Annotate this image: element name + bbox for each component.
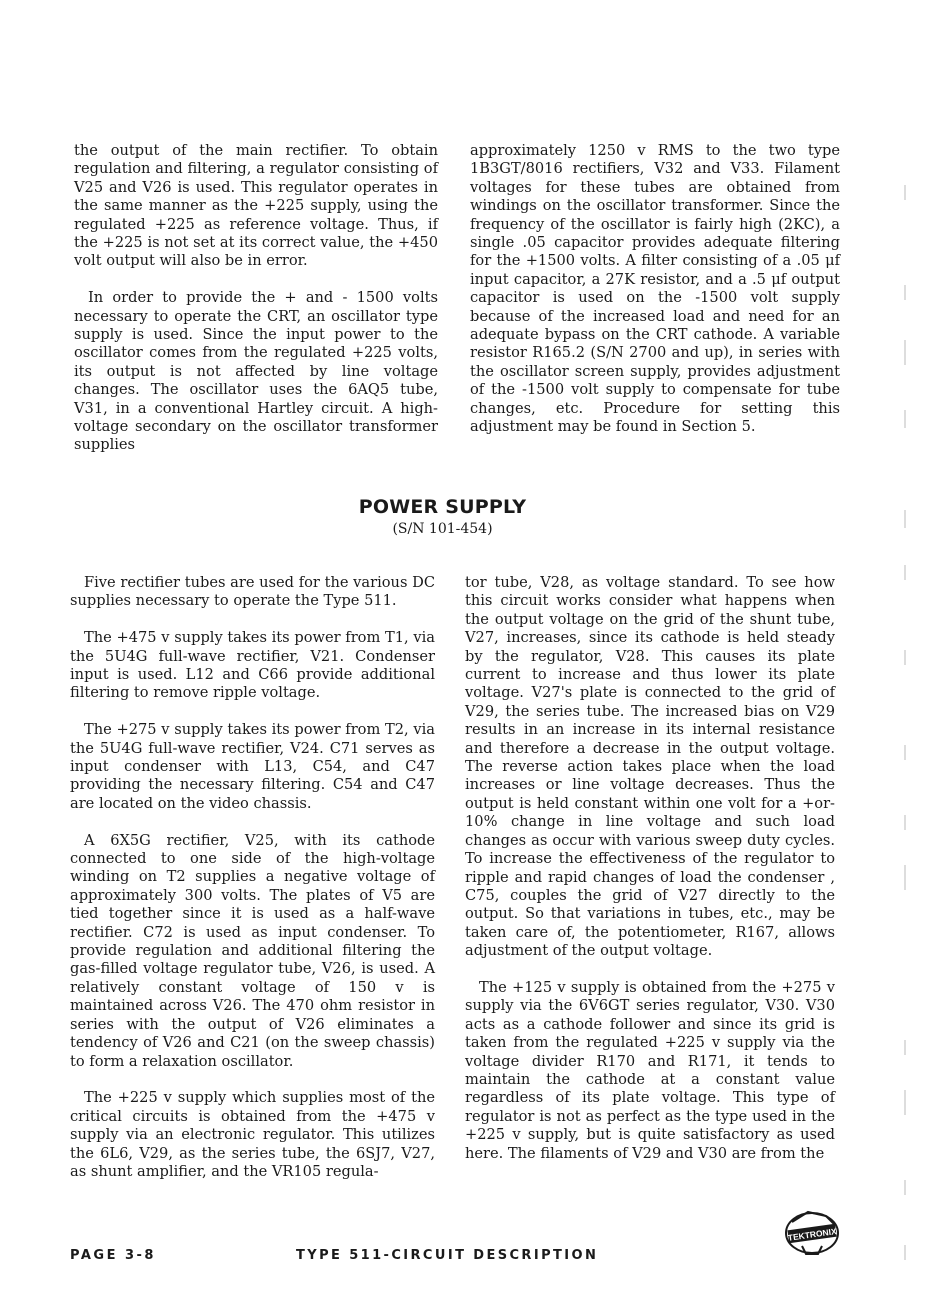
paragraph-oscillator-rectifiers: approximately 1250 v RMS to the two type 1B3GT/8016 rectifiers, V32 and V33. Filament voltages for these tubes are obtained from windings on the oscillator transformer. Since the frequency of the oscillator is fairly high (2KC), a single .05 capacitor provides adequate filtering for the +1500 volts. A filter consisting of a .05 μf input capacitor, a 27K resistor, and a .5 μf output capacitor is used on the -1500 volt supply because of the increased load and need for an adequate bypass on the CRT cathode. A variable resistor R165.2 (S/N 2700 and up), in series with the oscillator screen supply, provides adjustment of the -1500 volt supply to compensate for tube changes, etc. Procedure for setting this adjustment may be found in Section 5. <box>470 142 840 436</box>
bottom-right-column <box>465 574 835 1163</box>
paragraph-rectifier-tubes: Five rectifier tubes are used for the various DC supplies necessary to operate the Type 511. <box>70 574 435 610</box>
paragraph-225-supply: The +225 v supply which supplies most of the critical circuits is obtained from the +475 v supply via an electronic regulator. This utilizes the 6L6, V29, as the series tube, the 6SJ7, V27, as shunt amplifier, and the VR105 regula- <box>70 1089 435 1180</box>
running-title: TYPE 511-CIRCUIT DESCRIPTION <box>296 1248 599 1263</box>
paragraph-main-rectifier-continued: the output of the main rectifier. To obtain regulation and filtering, a regulator consisting of V25 and V26 is used. This regulator operates in the same manner as the +225 supply, using the regulated +225 as reference voltage. Thus, if the +225 is not set at its correct value, the +450 volt output will also be in error. <box>74 142 438 270</box>
svg-text:TEKTRONIX: TEKTRONIX <box>787 1226 838 1243</box>
paragraph-125-supply: The +125 v supply is obtained from the +275 v supply via the 6V6GT series regulator, V30. V30 acts as a cathode follower and since its grid is taken from the regulated +225 v supply via the voltage divider R170 and R171, it tends to maintain the cathode at a constant value regardless of its plate voltage. This type of regulator is not as perfect as the type used in the +225 v supply, but is quite satisfactory as used here. The filaments of V29 and V30 are from the <box>465 978 835 1162</box>
paragraph-regulator-operation: tor tube, V28, as voltage standard. To see how this circuit works consider what happens when the output voltage on the grid of the shunt tube, V27, increases, since its cathode is held steady by the regulator, V28. This causes its plate current to increase and thus lower its plate voltage. V27's plate is connected to the grid of V29, the series tube. The increased bias on V29 results in an increase in its internal resistance and therefore a decrease in the output voltage. The reverse action takes place when the load increases or line voltage decreases. Thus the output is held constant within one volt for a +or-10% change in line voltage and such load changes as occur with various sweep duty cycles. To increase the effectiveness of the regulator to ripple and rapid changes of load the condenser , C75, couples the grid of V27 directly to the output. So that variations in tubes, etc., may be taken care of, the potentiometer, R167, allows adjustment of the output voltage. <box>465 574 835 960</box>
section-subheading: (S/N 101-454) <box>392 521 493 537</box>
top-right-column <box>470 142 840 437</box>
page-number: PAGE 3-8 <box>70 1248 156 1263</box>
top-left-column <box>74 142 438 455</box>
paragraph-oscillator-supply: In order to provide the + and - 1500 volts necessary to operate the CRT, an oscillator type supply is used. Since the input power to the oscillator comes from the regulated +225 volts, its output is not affected by line voltage changes. The oscillator uses the 6AQ5 tube, V31, in a conventional Hartley circuit. A high-voltage secondary on the oscillator transformer supplies <box>74 289 438 454</box>
section-heading: POWER SUPPLY <box>358 496 527 518</box>
paragraph-475-supply: The +475 v supply takes its power from T1, via the 5U4G full-wave rectifier, V21. Condenser input is used. L12 and C66 provide additional filtering to remove ripple voltage. <box>70 629 435 702</box>
tektronix-logo-icon <box>782 1208 840 1258</box>
paragraph-negative-supply: A 6X5G rectifier, V25, with its cathode connected to one side of the high-voltage winding on T2 supplies a negative voltage of approximately 300 volts. The plates of V5 are tied together since it is used as a half-wave rectifier. C72 is used as input condenser. To provide regulation and additional filtering the gas-filled voltage regulator tube, V26, is used. A relatively constant voltage of 150 v is maintained across V26. The 470 ohm resistor in series with the output of V26 eliminates a tendency of V26 and C21 (on the sweep chassis) to form a relaxation oscillator. <box>70 831 435 1070</box>
paragraph-275-supply: The +275 v supply takes its power from T2, via the 5U4G full-wave rectifier, V24. C71 serves as input condenser with L13, C54, and C47 providing the necessary filtering. C54 and C47 are located on the video chassis. <box>70 721 435 812</box>
scan-edge-marks <box>895 0 950 1291</box>
bottom-left-column <box>70 574 435 1181</box>
